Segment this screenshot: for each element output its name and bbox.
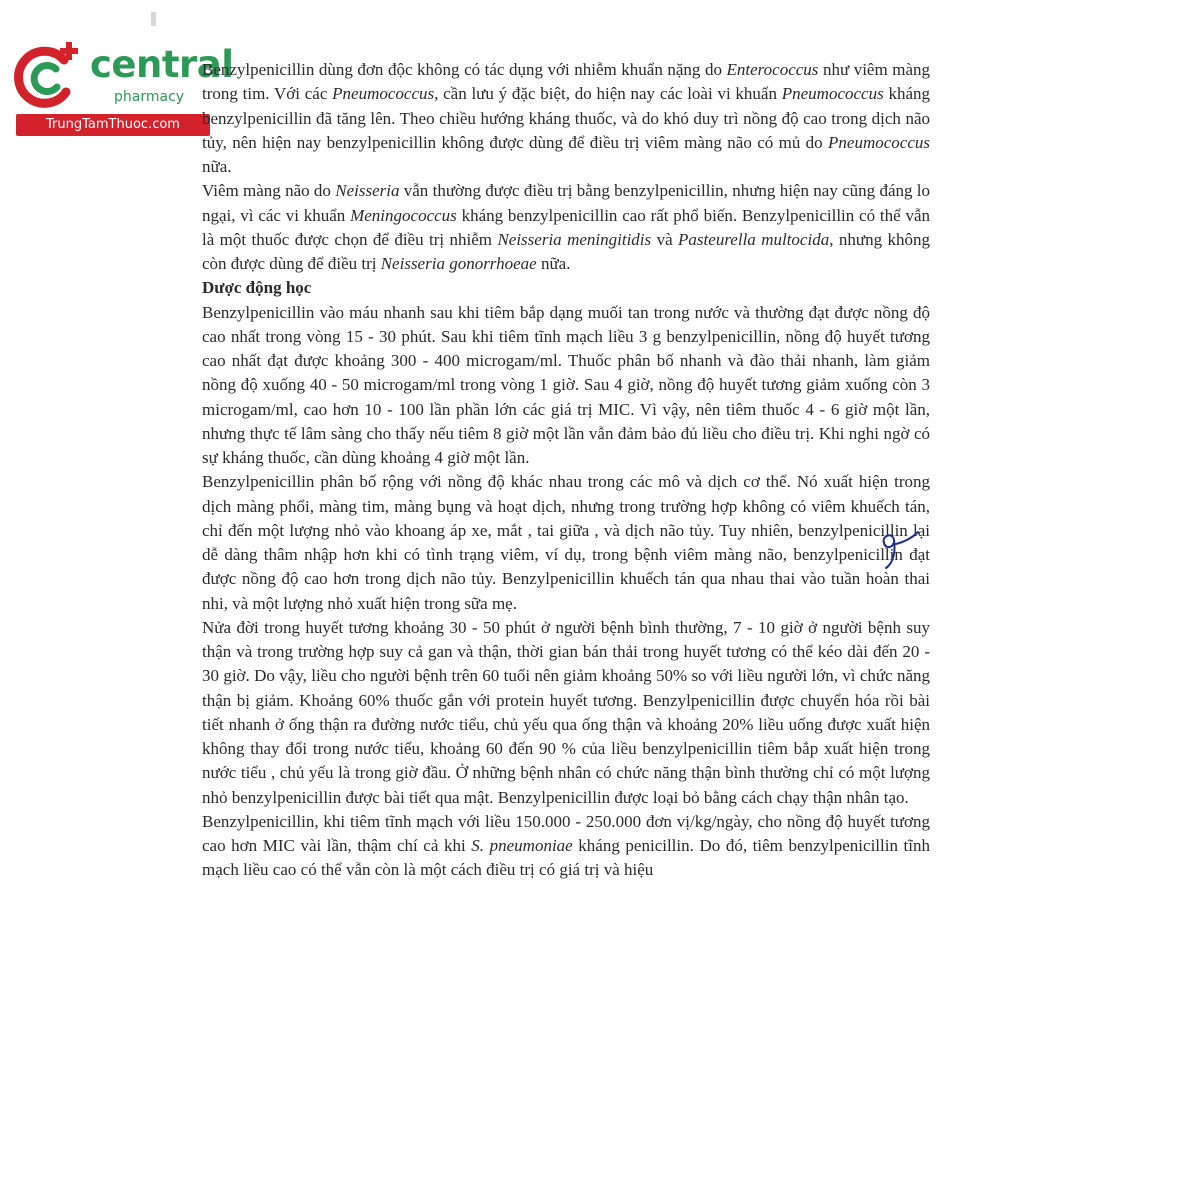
italic-term: Pasteurella multocida	[678, 229, 830, 249]
logo-c-mark-icon	[10, 38, 90, 118]
text-run: Benzylpenicillin vào máu nhanh sau khi tiêm bắp dạng muối tan trong nước và thường đạt được nồng độ cao nhất trong vòng 15 - 30 phút. Sau khi tiêm tĩnh mạch liều 3 g benzylpenicillin, nồng độ huyết tương cao nhất đạt được khoảng 300 - 400 microgam/ml. Thuốc phân bố nhanh và đào thải nhanh, làm giảm nồng độ xuống 40 - 50 microgam/ml trong vòng 1 giờ. Sau 4 giờ, nồng độ huyết tương giảm xuống còn 3 microgam/ml, cao hơn 10 - 100 lần phần lớn các giá trị MIC. Vì vậy, nên tiêm thuốc 4 - 6 giờ một lần, nhưng thực tế lâm sàng cho thấy nếu tiêm 8 giờ một lần vẫn đảm bảo đủ liều cho điều trị. Khi nghi ngờ có sự kháng thuốc, cần dùng khoảng 4 giờ một lần.	[202, 302, 930, 467]
logo-subtitle: pharmacy	[114, 89, 185, 105]
text-run: kháng penicillin. Do đó, tiêm benzylpenicillin tĩnh mạch liều cao có thể vẫn còn là một cách điều trị có giá trị và hiệu	[202, 836, 930, 880]
italic-term: Enterococcus	[726, 60, 819, 79]
italic-term: Meningococcus	[350, 205, 457, 225]
central-pharmacy-logo	[10, 38, 234, 138]
logo-website-banner: TrungTamThuoc.com	[16, 114, 210, 136]
text-run: Nửa đời trong huyết tương khoảng 30 - 50 phút ở người bệnh bình thường, 7 - 10 giờ ở người bệnh suy thận và trong trường hợp suy cả gan và thận, thời gian bán thải trong huyết tương có thể kéo dài đến 20 - 30 giờ. Do vậy, liều cho người bệnh trên 60 tuổi nên giảm khoảng 50% so với liều người lớn, vì chức năng thận bị giảm. Khoảng 60% thuốc gắn với protein huyết tương. Benzylpenicillin được chuyển hóa rồi bài tiết nhanh ở ống thận ra đường nước tiểu, chủ yếu qua ống thận và khoảng 20% liều uống được xuất hiện không thay đổi trong nước tiểu, khoảng 60 đến 90 % của liều benzylpenicillin tiêm bắp xuất hiện trong nước tiểu , chủ yếu là trong giờ đầu. Ở những bệnh nhân có chức năng thận bình thường chỉ có một lượng nhỏ benzylpenicillin được bài tiết qua mật. Benzylpenicillin được loại bỏ bằng cách chạy thận nhân tạo.	[202, 617, 930, 807]
paragraph	[202, 179, 930, 276]
paragraph	[202, 810, 930, 883]
italic-term: Neisseria meningitidis	[497, 229, 652, 249]
italic-term: S. pneumoniae	[471, 836, 573, 855]
text-run: kháng benzylpenicillin đã tăng lên. Theo chiều hướng kháng thuốc, và do khó duy trì nồng độ cao trong dịch não tủy, nên hiện nay benzylpenicillin không được dùng để điều trị viêm màng não có mủ do	[202, 84, 931, 152]
paragraph	[202, 301, 930, 471]
text-run: Benzylpenicillin phân bố rộng với nồng độ khác nhau trong các mô và dịch cơ thể. Nó xuất hiện trong dịch màng phổi, màng tim, màng bụng và hoạt dịch, nhưng trong trường hợp không có viêm khuếch tán, chỉ đến một lượng nhỏ vào khoang áp xe, mắt , tai giữa , và dịch não tủy. Tuy nhiên, benzylpenicillin lại dễ dàng thâm nhập hơn khi có tình trạng viêm, ví dụ, trong bệnh viêm màng não, benzylpenicillin đạt được nồng độ cao hơn trong dịch não tủy. Benzylpenicillin khuếch tán qua nhau thai vào tuần hoàn thai nhi, và một lượng nhỏ xuất hiện trong sữa mẹ.	[202, 472, 930, 613]
text-run: Dược động học	[202, 278, 312, 298]
text-run: , cần lưu ý đặc biệt, do hiện nay các loài vi khuẩn	[434, 84, 782, 104]
paragraph	[202, 58, 930, 179]
text-run: Viêm màng não do	[202, 181, 336, 201]
text-run: Benzylpenicillin, khi tiêm tĩnh mạch với liều 150.000 - 250.000 đơn vị/kg/ngày, cho nồng độ huyết tương cao hơn MIC vài lần, thậm chí cả khi	[202, 811, 930, 855]
scan-speck	[151, 12, 156, 26]
text-run: như viêm màng trong tim. Với các	[202, 60, 930, 104]
text-run: Benzylpenicillin dùng đơn độc không có tác dụng với nhiễm khuẩn nặng do	[202, 60, 727, 79]
paragraph	[202, 616, 930, 810]
paragraph	[202, 470, 930, 616]
italic-term: Pneumococcus	[828, 132, 930, 152]
document-body	[202, 58, 930, 883]
italic-term: Pneumococcus	[781, 84, 884, 104]
text-run: kháng benzylpenicillin cao rất phổ biến. Benzylpenicillin có thể vẫn là một thuốc được chọn để điều trị nhiễm	[202, 205, 930, 249]
text-run: và	[651, 229, 679, 249]
text-run: nữa.	[536, 254, 571, 273]
italic-term: Pneumococcus	[332, 84, 435, 104]
handwritten-signature-icon	[872, 524, 922, 574]
text-run: , nhưng không còn được dùng để điều trị	[202, 229, 931, 273]
logo-brand-name: central	[90, 43, 234, 86]
italic-term: Neisseria gonorrhoeae	[380, 254, 537, 273]
text-run: nữa.	[202, 157, 232, 176]
text-run: vẫn thường được điều trị bằng benzylpenicillin, nhưng hiện nay cũng đáng lo ngại, vì các vi khuẩn	[202, 181, 930, 225]
italic-term: Neisseria	[335, 181, 400, 201]
section-heading	[202, 276, 930, 300]
